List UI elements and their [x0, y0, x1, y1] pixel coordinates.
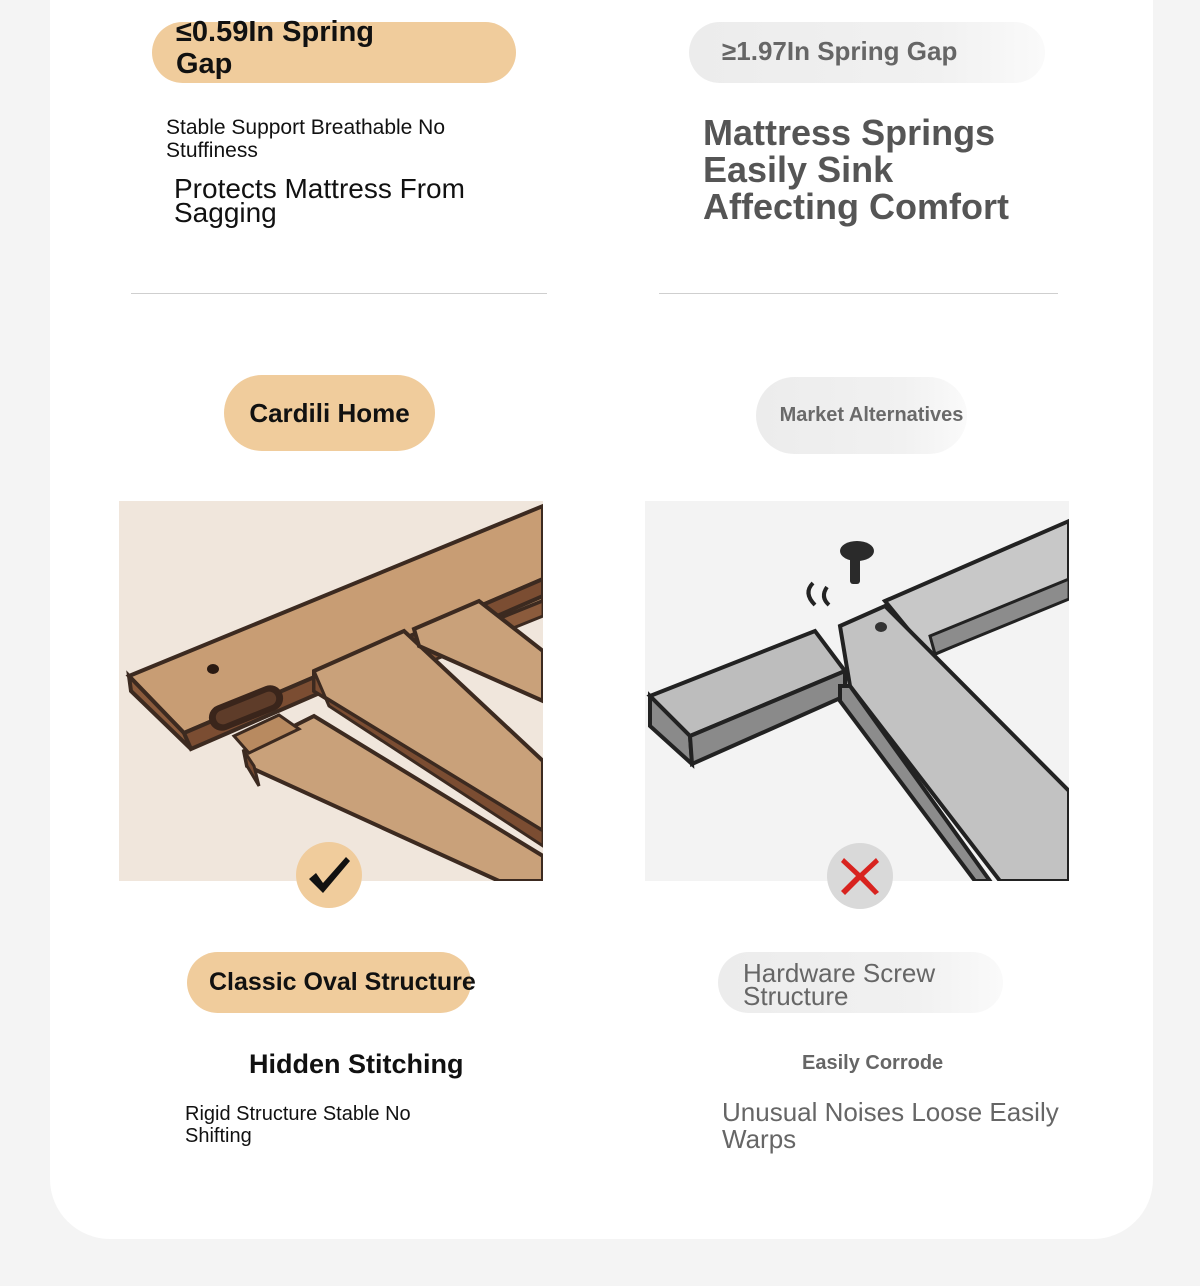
cross-icon [838, 854, 882, 898]
brand-label-left: Cardili Home [249, 397, 410, 428]
spring-gap-pill-left [152, 16, 516, 83]
feature-label-left: Classic Oval Structure [209, 968, 476, 996]
spring-gap-label-right: ≥1.97In Spring Gap [722, 36, 958, 66]
wood-slat-illustration [119, 501, 543, 881]
spring-gap-label-left: ≤0.59In Spring Gap [176, 16, 375, 80]
noises-text: Unusual Noises Loose Easily Warps [722, 1097, 1059, 1154]
brand-pill-right [756, 377, 967, 454]
checkmark-icon [306, 855, 352, 895]
easily-corrode-title: Easily Corrode [802, 1052, 944, 1074]
hidden-stitching-title: Hidden Stitching [249, 1049, 464, 1079]
rigid-structure-text: Rigid Structure Stable No Shifting [185, 1103, 411, 1147]
divider-right [659, 293, 1058, 294]
spring-gap-pill-right [689, 22, 1045, 83]
support-text: Stable Support Breathable No Stuffiness [166, 116, 446, 162]
checkmark-badge [296, 842, 362, 908]
feature-pill-left [187, 952, 476, 1013]
feature-label-right: Hardware Screw Structure [743, 958, 936, 1011]
divider-left [131, 293, 547, 294]
cross-badge [827, 843, 893, 909]
feature-pill-right [718, 952, 1003, 1013]
sagging-text: Protects Mattress From Sagging [174, 173, 465, 228]
sink-headline: Mattress Springs Easily Sink Affecting Comfort [703, 112, 1009, 227]
metal-screw-illustration [645, 501, 1069, 881]
brand-pill-left [224, 375, 435, 451]
brand-label-right: Market Alternatives [779, 404, 964, 426]
